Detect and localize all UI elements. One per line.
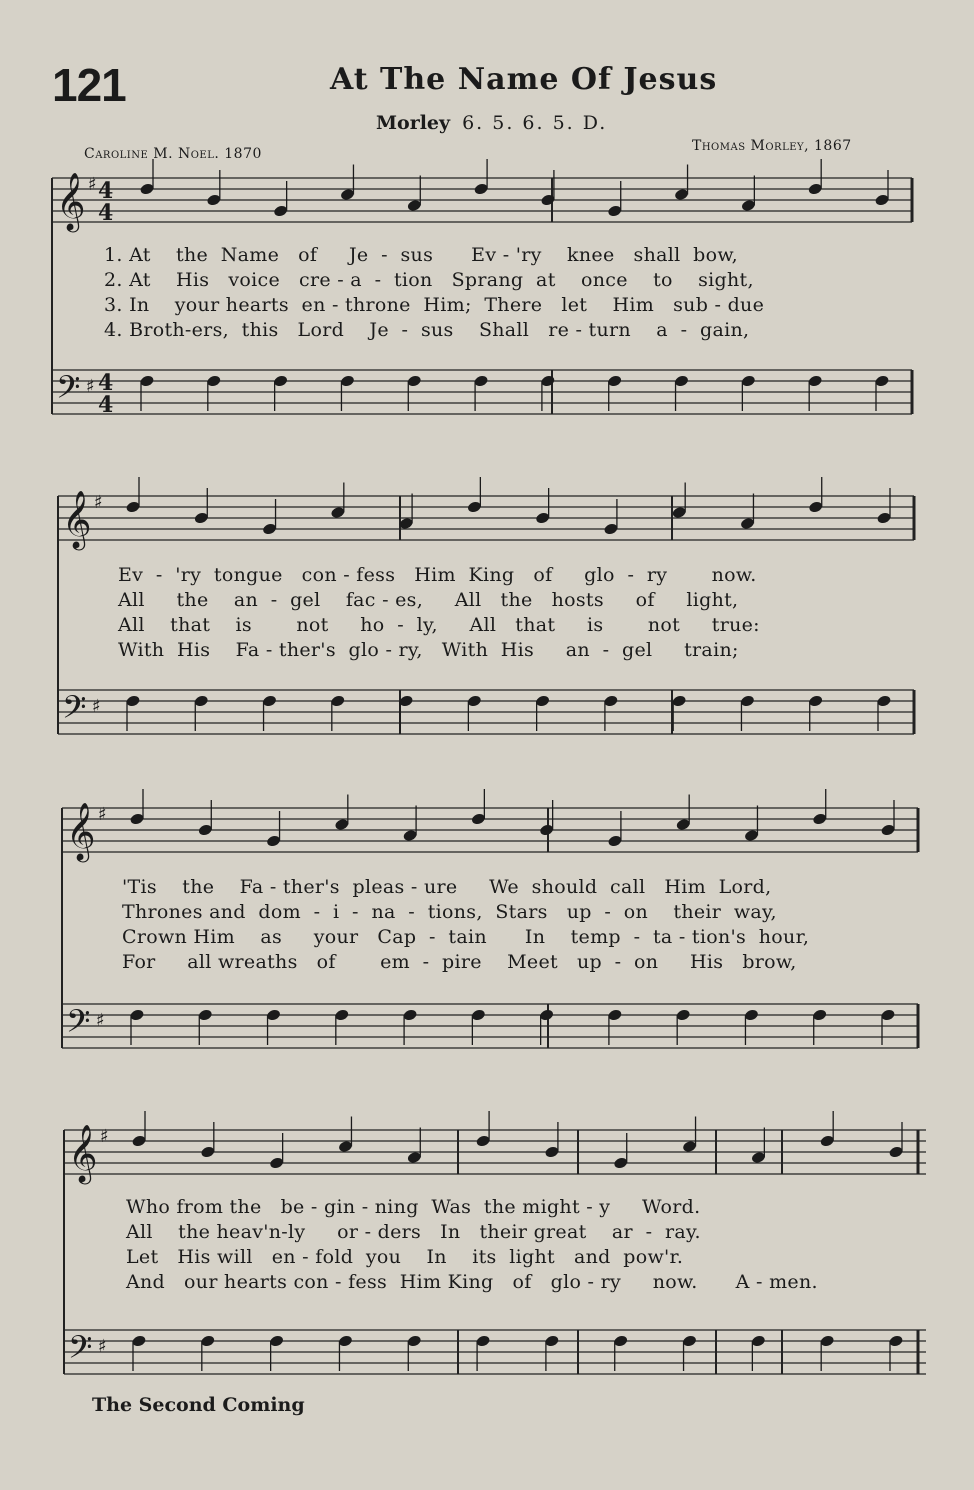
lyric-line: All the heav'n-ly or - ders In their great ar - ray. bbox=[126, 1221, 701, 1243]
composer-credit: Thomas Morley, 1867 bbox=[692, 138, 852, 154]
lyric-line: Thrones and dom - i - na - tions, Stars up - on their way, bbox=[122, 901, 777, 923]
lyric-line: All that is not ho - ly, All that is not true: bbox=[118, 614, 760, 636]
lyric-line: And our hearts con - fess Him King of glo - ry now. A - men. bbox=[126, 1271, 818, 1293]
lyric-line: Crown Him as your Cap - tain In temp - ta - tion's hour, bbox=[122, 926, 810, 948]
key-sharp-icon: ♯ bbox=[98, 1336, 107, 1357]
key-sharp-icon: ♯ bbox=[86, 376, 95, 397]
time-signature-bottom: 4 bbox=[98, 200, 114, 226]
key-sharp-icon: ♯ bbox=[94, 492, 103, 513]
lyric-line: 4. Broth-ers, this Lord Je - sus Shall re - turn a - gain, bbox=[104, 319, 750, 341]
author-credit: Caroline M. Noel. 1870 bbox=[84, 146, 262, 162]
lyric-line: Let His will en - fold you In its light and pow'r. bbox=[126, 1246, 684, 1268]
key-sharp-icon: ♯ bbox=[92, 696, 101, 717]
lyric-line: With His Fa - ther's glo - ry, With His an - gel train; bbox=[118, 639, 739, 661]
lyric-line: 3. In your hearts en - throne Him; There let Him sub - due bbox=[104, 294, 765, 316]
tune-meter: 6. 5. 6. 5. D. bbox=[462, 112, 608, 134]
key-sharp-icon: ♯ bbox=[88, 174, 97, 195]
lyric-line: Who from the be - gin - ning Was the might - y Word. bbox=[126, 1196, 701, 1218]
tune-name: Morley bbox=[376, 112, 451, 134]
lyric-line: For all wreaths of em - pire Meet up - on His brow, bbox=[122, 951, 797, 973]
treble-clef-icon: 𝄞 bbox=[68, 1124, 98, 1182]
key-sharp-icon: ♯ bbox=[96, 1010, 105, 1031]
time-signature-bottom: 4 bbox=[98, 392, 114, 418]
bass-clef-icon: 𝄢 bbox=[68, 1329, 93, 1373]
key-sharp-icon: ♯ bbox=[100, 1126, 109, 1147]
bass-clef-icon: 𝄢 bbox=[66, 1003, 91, 1047]
lyric-line: Ev - 'ry tongue con - fess Him King of glo - ry now. bbox=[118, 564, 757, 586]
treble-clef-icon: 𝄞 bbox=[62, 490, 92, 548]
section-footer: The Second Coming bbox=[92, 1394, 305, 1416]
lyric-line: All the an - gel fac - es, All the hosts of light, bbox=[118, 589, 739, 611]
lyric-line: 1. At the Name of Je - sus Ev - 'ry knee shall bow, bbox=[104, 244, 739, 266]
bass-clef-icon: 𝄢 bbox=[62, 689, 87, 733]
bass-clef-icon: 𝄢 bbox=[56, 369, 81, 413]
time-signature-top: 4 bbox=[98, 178, 114, 204]
lyric-line: 2. At His voice cre - a - tion Sprang at once to sight, bbox=[104, 269, 754, 291]
hymn-title: At The Name Of Jesus bbox=[330, 62, 718, 97]
treble-clef-icon: 𝄞 bbox=[56, 172, 86, 230]
lyric-line: 'Tis the Fa - ther's pleas - ure We should call Him Lord, bbox=[122, 876, 772, 898]
hymn-number: 121 bbox=[52, 59, 126, 111]
key-sharp-icon: ♯ bbox=[98, 804, 107, 825]
time-signature-top: 4 bbox=[98, 370, 114, 396]
treble-clef-icon: 𝄞 bbox=[66, 802, 96, 860]
